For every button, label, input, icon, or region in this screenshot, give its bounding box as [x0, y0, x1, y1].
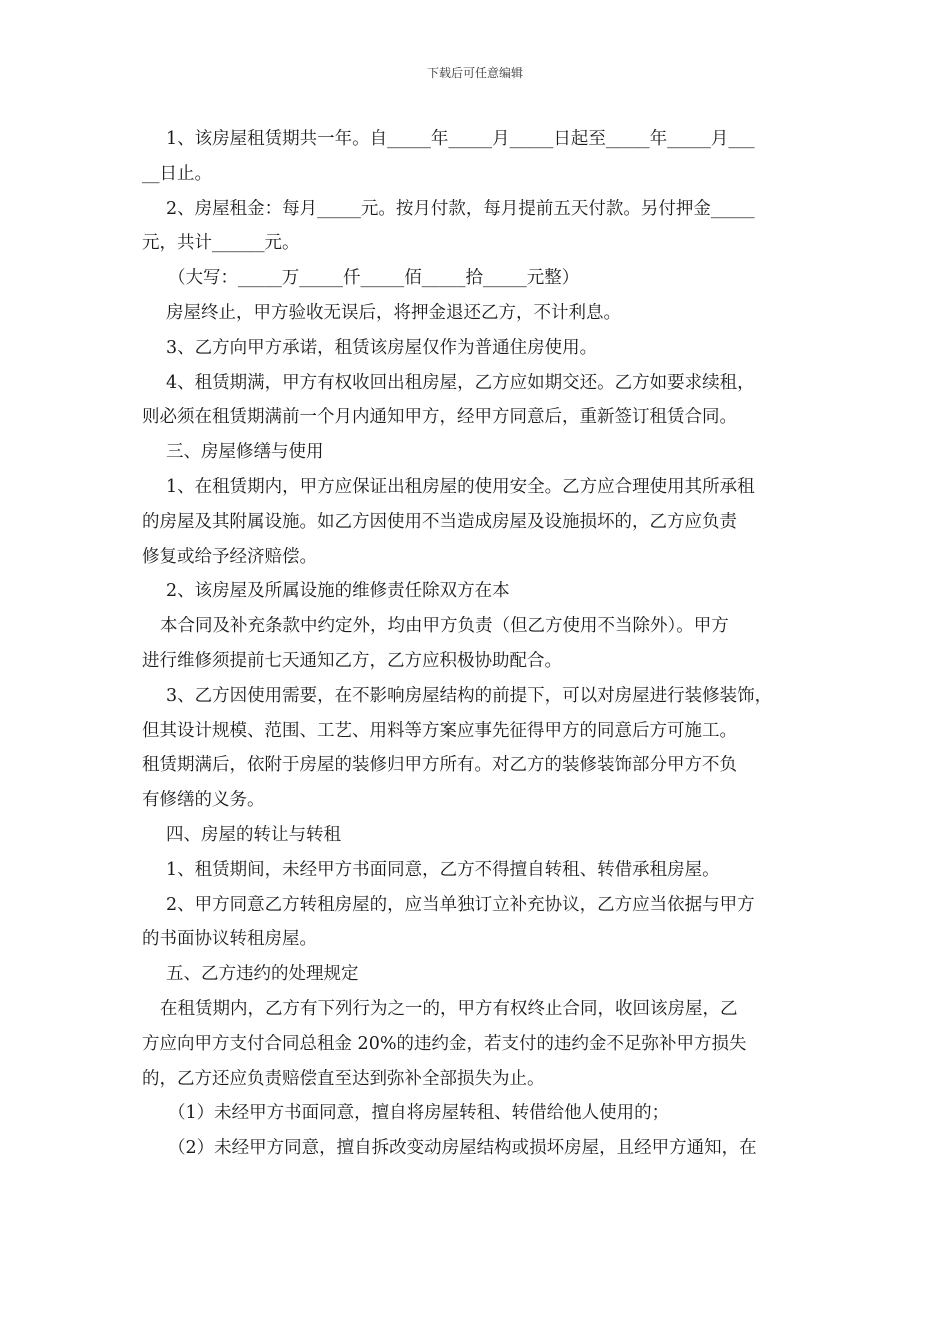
paragraph-line: 有修缮的义务。: [142, 790, 265, 811]
list-item: （2）未经甲方同意，擅自拆改变动房屋结构或损坏房屋，且经甲方通知，在: [168, 1138, 757, 1159]
paragraph-line: __日止。: [142, 163, 212, 184]
section-heading: 四、房屋的转让与转租: [166, 824, 341, 845]
page-header: 下载后可任意编辑: [426, 66, 523, 80]
paragraph-line: 3、乙方向甲方承诺，租赁该房屋仅作为普通住房使用。: [166, 337, 598, 358]
paragraph-line: 但其设计规模、范围、工艺、用料等方案应事先征得甲方的同意后方可施工。: [142, 720, 737, 741]
paragraph-line: 2、该房屋及所属设施的维修责任除双方在本: [166, 581, 510, 602]
paragraph-line: 的，乙方还应负责赔偿直至达到弥补全部损失为止。: [142, 1068, 545, 1089]
paragraph-line: 的书面协议转租房屋。: [142, 929, 317, 950]
paragraph-line: 的房屋及其附属设施。如乙方因使用不当造成房屋及设施损坏的，乙方应负责: [142, 511, 737, 532]
paragraph-line: 1、租赁期间，未经甲方书面同意，乙方不得擅自转租、转借承租房屋。: [166, 859, 720, 880]
list-item: （1）未经甲方书面同意，擅自将房屋转租、转借给他人使用的；: [168, 1103, 670, 1124]
paragraph-line: 本合同及补充条款中约定外，均由甲方负责（但乙方使用不当除外）。甲方: [160, 616, 729, 637]
paragraph-line: 2、甲方同意乙方转租房屋的，应当单独订立补充协议，乙方应当依据与甲方: [166, 894, 755, 915]
paragraph-line: 房屋终止，甲方验收无误后，将押金退还乙方，不计利息。: [166, 302, 621, 323]
section-heading: 三、房屋修缮与使用: [166, 442, 324, 463]
document-body: [142, 122, 822, 1166]
paragraph-line: 方应向甲方支付合同总租金 20%的违约金，若支付的违约金不足弥补甲方损失: [142, 1033, 747, 1054]
paragraph-line: 在租赁期内，乙方有下列行为之一的，甲方有权终止合同，收回该房屋，乙: [160, 998, 738, 1019]
paragraph-line: 3、乙方因使用需要，在不影响房屋结构的前提下，可以对房屋进行装修装饰，: [166, 685, 773, 706]
paragraph-line: 则必须在租赁期满前一个月内通知甲方，经甲方同意后，重新签订租赁合同。: [142, 407, 737, 428]
paragraph-line: 进行维修须提前七天通知乙方，乙方应积极协助配合。: [142, 650, 562, 671]
paragraph-line: 1、该房屋租赁期共一年。自_____年_____月_____日起至_____年_____月___: [166, 129, 755, 149]
paragraph-line: 元，共计______元。: [142, 233, 300, 254]
paragraph-line: 租赁期满后，依附于房屋的装修归甲方所有。对乙方的装修装饰部分甲方不负: [142, 755, 737, 776]
paragraph-line: 1、在租赁期内，甲方应保证出租房屋的使用安全。乙方应合理使用其所承租: [166, 476, 755, 497]
paragraph-line: 修复或给予经济赔偿。: [142, 546, 317, 567]
section-heading: 五、乙方违约的处理规定: [166, 964, 359, 985]
paragraph-line: 2、房屋租金：每月_____元。按月付款，每月提前五天付款。另付押金_____: [166, 198, 755, 219]
paragraph-line: 4、租赁期满，甲方有权收回出租房屋，乙方应如期交还。乙方如要求续租，: [166, 372, 755, 393]
paragraph-line: （大写：_____万_____仟_____佰_____拾_____元整）: [168, 268, 580, 289]
